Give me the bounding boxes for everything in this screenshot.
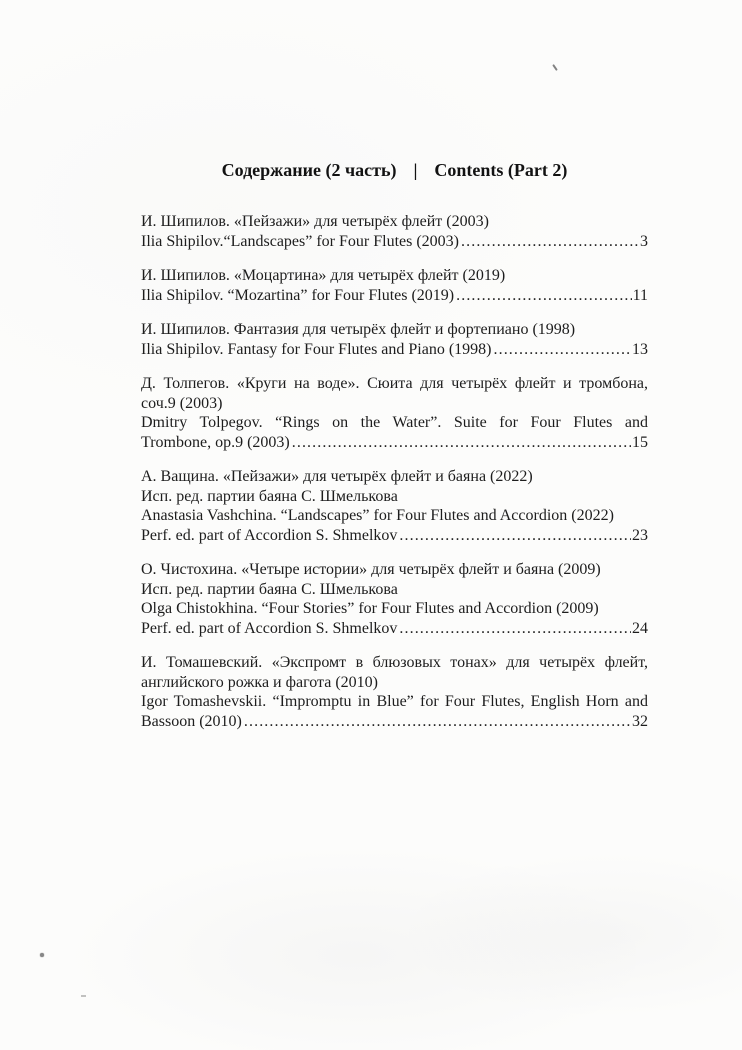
entry-lines [141, 560, 648, 619]
toc-entry [141, 266, 648, 305]
page-title [141, 159, 648, 182]
toc-entry [141, 560, 648, 638]
toc-line: Исп. ред. партии баяна С. Шмелькова [141, 580, 398, 598]
scan-speck [81, 995, 86, 997]
page-title-en: Contents (Part 2) [434, 160, 568, 180]
toc-page-number: 15 [632, 433, 648, 451]
entry-lines [141, 212, 648, 232]
toc-lastline-text: Ilia Shipilov. Fantasy for Four Flutes and Piano (1998) [141, 340, 492, 358]
scan-speck [40, 953, 44, 957]
toc-lastline-text: Ilia Shipilov.“Landscapes” for Four Flutes (2003) [141, 232, 460, 250]
toc-entry [141, 653, 648, 731]
dot-leader [399, 526, 631, 546]
toc-page-number: 24 [632, 619, 648, 637]
toc-line: Д. Толпегов. «Круги на воде». Сюита для четырёх флейт и тромбона, [141, 375, 648, 392]
toc-lastline [141, 712, 648, 732]
entry-lines [141, 320, 648, 340]
toc-line: И. Шипилов. «Пейзажи» для четырёх флейт (2003) [141, 213, 489, 230]
page-title-ru: Содержание (2 часть) [221, 160, 397, 180]
dot-leader [494, 340, 632, 360]
entry-lines [141, 374, 648, 433]
toc-lastline-text: Perf. ed. part of Accordion S. Shmelkov [141, 526, 398, 544]
toc-line: О. Чистохина. «Четыре истории» для четырёх флейт и баяна (2009) [141, 561, 601, 578]
dot-leader [456, 286, 631, 306]
entry-lines [141, 266, 648, 286]
toc-lastline [141, 340, 648, 360]
toc-line: Olga Chistokhina. “Four Stories” for Four Flutes and Accordion (2009) [141, 600, 599, 617]
dot-leader [399, 619, 631, 639]
entry-lines [141, 467, 648, 526]
toc-page-number: 32 [632, 712, 648, 730]
toc-lastline-text: Ilia Shipilov. “Mozartina” for Four Flutes (2019) [141, 286, 455, 304]
toc-line: английского рожка и фагота (2010) [141, 673, 378, 691]
toc-list [141, 212, 648, 731]
scan-speck [552, 64, 558, 71]
toc-line: И. Шипилов. «Моцартина» для четырёх флейт (2019) [141, 267, 506, 284]
dot-leader [244, 712, 631, 732]
toc-line: И. Шипилов. Фантазия для четырёх флейт и фортепиано (1998) [141, 321, 576, 338]
toc-line: А. Ващина. «Пейзажи» для четырёх флейт и баяна (2022) [141, 468, 533, 485]
entry-lines [141, 653, 648, 712]
toc-entry [141, 374, 648, 452]
toc-lastline-text: Trombone, op.9 (2003) [141, 433, 290, 451]
toc-lastline [141, 526, 648, 546]
toc-lastline [141, 619, 648, 639]
toc-page-number: 3 [640, 232, 648, 250]
toc-entry [141, 320, 648, 359]
toc-lastline [141, 232, 648, 252]
toc-entry [141, 467, 648, 545]
toc-page-number: 23 [632, 526, 648, 544]
toc-line: Igor Tomashevskii. “Impromptu in Blue” for Four Flutes, English Horn and [141, 693, 648, 710]
toc-page-number: 11 [632, 286, 648, 304]
toc-line: Anastasia Vashchina. “Landscapes” for Four Flutes and Accordion (2022) [141, 507, 614, 524]
toc-page-number: 13 [632, 340, 648, 358]
toc-line: соч.9 (2003) [141, 394, 223, 412]
toc-line: Dmitry Tolpegov. “Rings on the Water”. Suite for Four Flutes and [141, 414, 648, 431]
toc-entry [141, 212, 648, 251]
toc-line: Исп. ред. партии баяна С. Шмелькова [141, 487, 398, 505]
toc-content [141, 159, 648, 746]
title-separator: | [413, 160, 418, 180]
toc-lastline-text: Perf. ed. part of Accordion S. Shmelkov [141, 619, 398, 637]
dot-leader [461, 232, 639, 252]
toc-lastline [141, 286, 648, 306]
toc-lastline [141, 433, 648, 453]
toc-lastline-text: Bassoon (2010) [141, 712, 242, 730]
toc-line: И. Томашевский. «Экспромт в блюзовых тонах» для четырёх флейт, [141, 654, 648, 671]
dot-leader [292, 433, 631, 453]
